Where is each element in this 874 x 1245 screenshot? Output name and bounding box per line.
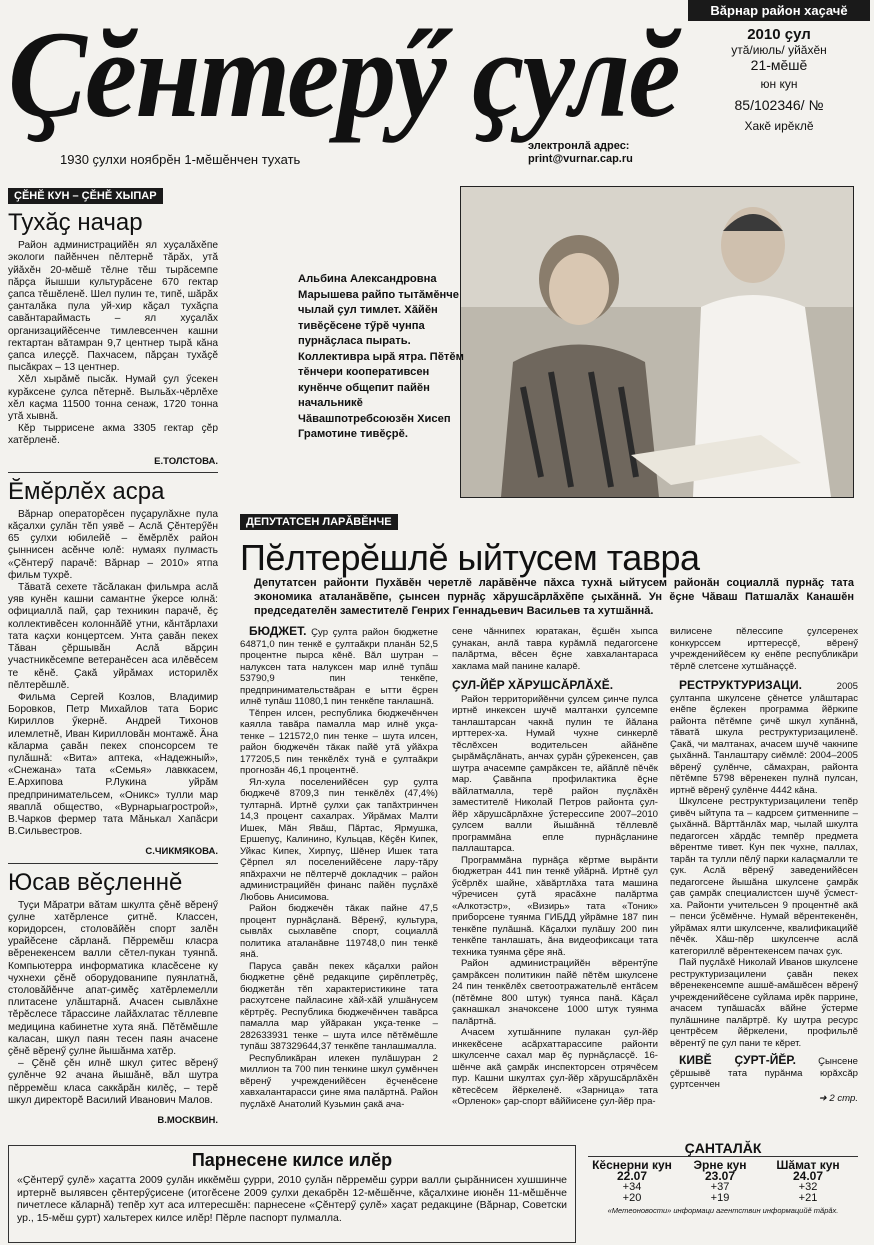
article-title-harvest: Тухăҫ начар [8, 209, 143, 237]
divider [8, 863, 218, 864]
article-paragraph: Вăрнар операторĕсен пуҫарулăхне пула кăҫалхи ҫулăн тĕп уявĕ – Аслă Ҫĕнтерӳĕн 65 ҫулхи юбилейĕ – ĕмĕрлĕх район ҫыннисен асĕнче юлĕ: нумаях пулмасть «Ҫĕнтерӳ парачĕ: Вăрнар – 2010» ятпа фильм тухрĕ. [8, 508, 218, 581]
article-paragraph: Фильма Сергей Козлов, Владимир Боровков, Петр Михайлов тата Борис Кириллов ӳкернĕ. Андрей Тихонов илемлетнĕ, Иван Кирилловăн монтажĕ. Ăна кăларма ҫавăн пекех спонсорсем те пулăшнă: «Вита» аптека, «Надежный», «Снежана» тата «Семья» лавккасем, Е.Архипова Р.Лукина уйрăм предпринимательсем, «Оникс» тулли мар яваплă общество, «Вурнарыагрострой», В.Чарков фермер тата Мăнькал Хапăсри В.Сильвестров. [8, 691, 218, 838]
weather-days [588, 1160, 858, 1204]
article-paragraph: вилисене пĕлессипе ҫулсеренех конкурссем ирттересçĕ, вĕренӳ учрежденийĕсем ку енĕпе республикăри тĕрлĕ слетсене хутшăнаççĕ. [670, 626, 858, 672]
article-paragraph: Тĕпрен илсен, республика бюджечĕнчен каялла тавăра памалла мар илнĕ укҫа-тенке – 121572,0 пин тенке – шута илсен, район бюджечĕн тăкак пайĕ утă уйăхра 177205,5 пин тенкĕлĕх тунă е ҫултаăкри прогнозăн 46,1 процентнĕ. [240, 707, 438, 776]
issue-year: 2010 ҫул [747, 26, 811, 43]
article-paragraph: Кĕр тыррисене акма 3305 гектар ҫĕр хатĕрленĕ. [8, 423, 218, 447]
email-address[interactable]: print@vurnar.cap.ru [528, 153, 633, 165]
weather-source: «Метеоновости» информаци агентствин информацийĕ тăрăх. [607, 1206, 839, 1215]
issue-month: утă/июль/ уйăхĕн [731, 43, 827, 57]
article-paragraph: Ачасем хутшăннипе пулакан ҫул-йĕр инкекĕсене асăрхаттарассипе районти шкулсенче сахал мар ĕҫ пурнăҫласçĕ. 16-шĕнче акă ҫамрăк инспекторсен отрячĕсем пур. Кашни шкултах ҫул-йĕр хăрушсăрлăхĕн кĕтесĕсем йĕркеленĕ. «Зарница» тата «Орленок» ҫар-спорт вăййисене ҫул-йĕр пра- [452, 1027, 658, 1107]
article-paragraph: Район бюджечĕн тăкак пайне 47,5 процент пурнăҫланă. Вĕренӳ, культура, сывлăх сыхлавĕпе спорт, социаллă политика аталанăвне 119748,0 пин тенкĕ янă. [240, 903, 438, 960]
article-paragraph: 2005 ҫултанпа шкулсене ҫĕнетсе улăштарас енĕпе ĕҫлекен программа йĕркипе районта пĕтĕмпе ҫичĕ шкул хупăннă, тăватă шкула реструктуризациленĕ. Ҫакă, чи малтанах, ачасем шучĕ чакнипе ҫыхăннă. Танлаштару сиĕмлĕ: 2004–2005 вĕренӳ ҫулĕнче, сăмахран, районта пĕтĕмпе 5798 вĕренекен пулнă пулсан, иртнĕ вĕренӳ ҫулĕнче 4442 кăна. [670, 681, 858, 796]
article-paragraph: Туҫи Мăратри вăтам шкулта ҫĕнĕ вĕренӳ ҫулне хатĕрленсе ҫитнĕ. Классен, коридорсен, столовăйĕн спорт залĕн урайĕсене сăрланă. Пĕрремĕш класра вĕренекенсем валли сĕтел-пукан туянnă. Компьютерра информатика класĕсене ку чухнехи ҫĕнĕ оборудованипе пуянлатнă, столовăйĕнче апат-ҫимĕҫ хатĕрлемелли плитасене улăштарнă. Ачасен сывлăхне тĕрĕслесе тăрассине лайăхлатас тĕллевпе медицина кабинетне хута янă. Пĕтĕмĕшле каласан, шкул паян тесен паян ачасене ҫĕнĕ вĕренӳ ҫулне йышăнма хатĕр. [8, 899, 218, 1057]
region-paper-bar: Вăрнар район хаҫачĕ [688, 0, 870, 21]
issue-weekday: юн кун [760, 77, 798, 91]
deputies-column-2 [452, 626, 658, 1108]
deputies-article-header [240, 512, 854, 578]
article-paragraph: Шкулсене реструктуризацилени тепĕр ҫивĕч ыйтупа та – кадрсем ҫитменнипе – ҫыхăннă. Вăрттăнлăх мар, чылай шкулта педагогсен хăрдăс темпĕр предмета вĕрентме тивет. Кун пек чухне, паллах, тарăн та тулли пĕлӳ парки калаçмалли те çук. Аслă вĕренӳ заведенийĕсен педагогсене йышăна шкулсене ҫамрăк ҫав ҫамрăк специалистсен шучĕ ӳсмест-ха. Районти учительсен 9 процентнĕ акă – пенси ӳсĕмĕнче. Нумай вĕрентекенĕн, уйрăмах ялти шкулсенче, квалификацийĕ пĕчĕк. Хăш-пĕр шкулсенче аслă категориллĕ вĕрентекенсем пачах ҫук. [670, 796, 858, 957]
subscription-notice [8, 1145, 576, 1243]
restructuring-heading: РЕСТРУКТУРИЗАЦИ. [679, 678, 802, 692]
arrow-right-icon: ➜ [818, 1092, 827, 1104]
photo-illustration [461, 187, 853, 497]
issue-info-box [688, 0, 870, 134]
article-title-repair: Юсав вĕҫленнĕ [8, 868, 183, 896]
notice-text: «Ҫĕнтерӳ ҫулĕ» хаҫатта 2009 ҫулăн иккĕмĕш ҫурри, 2010 ҫулăн пĕрремĕш ҫурри валли ҫырăннисен хушшинче иртернĕ вылявсен ҫĕнтерӳҫисене (итогĕсене 2009 ҫулхи декабрĕн 12-мĕшĕнче, кăçалхине июнĕн 11-мĕшĕнче пичетлесе кăларнă) тепĕр хут аса илтересшĕн: парнесене «Ҫĕнтерӳ ҫулĕ» хаҫат редакцине (Вăрнар, Советски ур., 15-мĕш ҫурт) хальтерех килсе илĕр! Пĕрле паспорт пулмалла. [17, 1174, 567, 1224]
section-bar-deputies: ДЕПУТАТСЕН ЛАРĂВĔНЧЕ [240, 514, 398, 530]
email-label: электронлă адрес: [528, 140, 630, 152]
article-paragraph: Республикăран илекен пулăшуран 2 миллион та 700 пин тенкине шкул ҫумĕнчен вĕренӳ учрежденийĕсен ĕҫченĕсене хавхалантарасси ҫине яма палăртнă. Район пуҫлăхĕ Анатолий Кузьмин ҫакă ача- [240, 1052, 438, 1110]
weather-day: Эрне кун 23.07 +37 +19 [693, 1158, 747, 1204]
article-paragraph: Ял-хула поселенийĕсен ҫур ҫулта бюджечĕ 8709,3 пин тенкĕлĕх (47,4%) тултарнă. Иртнĕ ҫулхи ҫак тапăхтринчен 14,3 процент сахалрах. Уйрăмах Малти Ишек, Мăн Явăш, Пăртас, Ярмушка, Ершепуҫ, Калинино, Кульцав, Кĕҫĕн Кипек, Уйкас Кипек, Хирпуҫ, Шĕнер Ишек тата Ҫĕрпел ял поселенийĕсене лару-тăру япăхрахчи не пĕлтерчĕ докладчик – район администрацийĕн финанс пайĕн пуҫлăхĕ Любовь Анисимова. [240, 776, 438, 903]
article-paragraph: Программăна пурнăҫа кĕртме вырăнти бюджетран 441 пин тенкĕ уйăрнă. Иртнĕ ҫул ӳсĕрлĕх шайне, хăвăртлăха тата машина чӳречисен ҫутă ярасăхне палăртма «Алкотэстр», «Визирь» тата «Тоник» приборсене туянма ГИБДД уйрăмне 187 пин тенкĕпе пулăшнă. Кăҫалхи пулăшу 200 пин тенкĕпе танлашать, ăна видеофиксаци тата техника туянма ҫĕре янă. [452, 854, 658, 958]
issue-price: Хакĕ ирĕклĕ [744, 119, 814, 133]
deputies-lead: Депутатсен районти Пухăвĕн черетлĕ ларăвĕнче пăхса тухнă ыйтусем районăн социаллă пурнăҫ тата экономика аталанăвĕпе, ҫынсен пурнăҫ хăрушсăрлăхĕпе ҫыхăннă. Ун ĕҫне Чăваш Патшалăх Канашĕн председателĕн заместителĕ Генрих Геннадьевич Васильев та хутшăннă. [254, 577, 854, 617]
deputies-title: Пĕлтерĕшлĕ ыйтусем тавра [240, 537, 700, 578]
weather-day: Шăмат кун 24.07 +32 +21 [776, 1158, 840, 1204]
photo-caption: Альбина Александровна Марышева райпо тытăмĕнче чылай ҫул тимлет. Хăйĕн тивĕҫĕсене тӳрĕ чунпа пурнăҫласа пырать. Коллективра ырă ятра. Пĕтĕм тĕнчери кооперативсен кунĕнче общепит пайĕн начальникĕ Чăвашпотребсоюзĕн Хисеп Грамотине тивĕҫрĕ. [298, 273, 464, 440]
article-paragraph: сене чăннипех юратакан, ĕҫшĕн хыпса ҫунакан, анлă тавра курăмлă педагогсене палăртма, вĕсен ĕҫне хавхалантараса хаклама май панине каларĕ. [452, 626, 658, 672]
weather-title: ҪАНТАЛĂК [588, 1140, 858, 1157]
article-paragraph: Район администрацийĕн вĕрентӳпе ҫамрăксен политикин пайĕ пĕтĕм шкулсене 24 пин тенкĕлĕх светоотражательлĕ ентăсем (пĕтĕмне 800 штук) туянса панă. Кăҫал ҫакнашкал значоксене 1000 штук туянма палăртнă. [452, 958, 658, 1027]
issue-number: 85/102346/ № [734, 97, 824, 113]
section-bar-news: ҪĔНĔ КУН – ҪĔНĔ ХЫПАР [8, 188, 163, 204]
weather-day: Кĕснерни кун 22.07 +34 +20 [592, 1158, 672, 1204]
news-photo [460, 186, 854, 498]
article-paragraph: Ҫынсене ҫĕршывĕ тата пурăнма юрăхсăр ҫуртсенчен [670, 1056, 858, 1090]
article-paragraph: – Ҫĕнĕ ҫĕн илнĕ шкул ҫитес вĕренӳ ҫулĕнче 92 ачана йышăнĕ, вăл шутра пĕрремĕш класа саккăрăн килĕҫ, – терĕ шкул директорĕ Василий Иванович Малов. [8, 1058, 218, 1106]
divider [8, 472, 218, 473]
old-housing-heading: КИВĔ ҪУРТ-ЙĔР. [679, 1053, 796, 1067]
article-paragraph: Ҫур ҫулта район бюджетне 64871,0 пин тенкĕ е ҫултаăкри планăн 52,5 процентне пырса кĕнĕ. Вăл шутран – налуксен тата налуксен мар илнĕ тупăш 53790,9 пин тенкĕпе, предпринимательствăран е ытти ĕҫрен илнĕ тупăш 11080,1 пин тенкĕпе танлашнă. [240, 627, 438, 707]
weather-forecast [588, 1140, 858, 1241]
news-column [8, 188, 218, 1131]
deputies-column-1 [240, 626, 438, 1110]
article-paragraph: Район территорийĕнчи ҫулсем ҫинче пулса иртнĕ инкексен шучĕ малтанхи ҫулсемпе танлаштарсан чакнă пулин те йăлана ирттерех-ха. Нумай чухне синкерлĕ тĕслĕхсен водительсен айăнĕпе ҫырăмăçлăнать, анчах ҫурăн ҫӳрекенсен, ҫав шутра ачасемпе ҫамрăксен те, айăплĕ пĕчĕк мар. Ҫавăнпа профилактика ĕҫне вăйлатмалла, терĕ район пуҫлăхĕн заместителĕ Николай Петров районта ҫул-йĕр хăрушсăрлăхне ӳстерессипе 2007–2010 ҫулсем валли йышăннă тĕллевлĕ программăна епле пурнăҫланине паллаштарса. [452, 693, 658, 854]
article-paragraph: Пай пуҫлăхĕ Николай Иванов шкулсене реструктуризацилени ҫавăн пекех вĕренекенсемпе ашшĕ-амăшĕсен вĕренӳ учрежденийĕсене суйлама ирĕк паррине, ачасем тупăшасăх вăйне ӳстерме пулăшнине палăртрĕ. Ку шутра ресурс центрĕсем йĕркелени, профильлĕ вĕрентӳ пе ҫул пани те кĕрет. [670, 957, 858, 1049]
notice-title: Парнесене килсе илĕр [191, 1150, 393, 1170]
article-signature: С.ЧИКМЯКОВА. [145, 846, 218, 858]
newspaper-title: Ҫĕнтерӳ ҫулĕ [8, 5, 679, 144]
issue-day: 21-мĕшĕ [750, 57, 808, 73]
article-paragraph: Район администрацийĕн ял хуҫалăхĕпе экологи пайĕнчен пĕлтернĕ тăрăх, утă уйăхĕн 20-мĕшĕ тĕлне тĕш тырăсемпе пăрҫа йышши культурăсене 670 гектар ҫапса тĕшĕленĕ. Шел пулин те, типĕ, шăрăх ҫанталăка пула уй-хир кăҫал тухăҫпа савăнтараймасть – ял хуҫалăх организацийĕсенче тимлевсенчен кашни гектартан вăтамран 9,7 центнер тырă кăна ҫапса илеҫҫĕ. Пахчасем, пăрҫан тухăҫĕ пысăкрах – 13 центнер. [8, 240, 218, 374]
continued-marker [670, 1093, 858, 1105]
road-safety-heading: ҪУЛ-ЙĔР ХĂРУШСĂРЛĂХĔ. [452, 678, 614, 692]
article-signature: Е.ТОЛСТОВА. [154, 455, 218, 467]
founded-line: 1930 ҫулхи ноябрĕн 1-мĕшĕнчен тухать [60, 152, 301, 167]
email-block [528, 140, 698, 166]
article-paragraph: Хĕл хырăмĕ пысăк. Нумай ҫул ӳсекен курăксене ҫулса пĕтернĕ. Выльăх-чĕрлĕхе хĕл каҫма 11500 тонна сенаж, 1720 тонна утă хывнă. [8, 374, 218, 423]
article-paragraph: Паруса ҫавăн пекех кăҫалхи район бюджетне ҫĕнĕ редакципе ҫирĕплетрĕҫ, бюджетăн тĕп характеристикине тата расхутсене пайласине хăй-хăй улшăнусем кĕртрĕҫ. Республика бюджечĕнчен тавăрса памалла мар уйăракан укҫа-тенке – 282633931 тенке – шута илсе пĕтĕмĕшле тупăш 387329644,37 тенкĕпе танлашмалла. [240, 960, 438, 1052]
article-title-memory: Ĕмĕрлĕх асра [8, 477, 165, 505]
continued-page[interactable]: 2 стр. [829, 1092, 858, 1104]
article-signature: В.МОСКВИН. [157, 1115, 218, 1126]
deputies-column-3 [670, 626, 858, 1104]
article-paragraph: Тăватă сехете тăсăлакан фильмра аслă уяв кунĕн кашни самантне ӳкерсе юлнă: официаллă пай, ҫар техникин парачĕ, ĕҫ коллективĕсен колоннăйĕ утни, кăнтăрлахи тата каҫхи концертсем. Унта ҫавăн пекех Тăван ҫĕршывăн Аслă вăрҫин участникĕсемпе ветеранĕсен аса илĕвĕсем те кĕнĕ. Ҫакă уйрăмах историлĕх пĕлтерĕшлĕ. [8, 582, 218, 691]
budget-heading: БЮДЖЕТ. [249, 624, 307, 638]
